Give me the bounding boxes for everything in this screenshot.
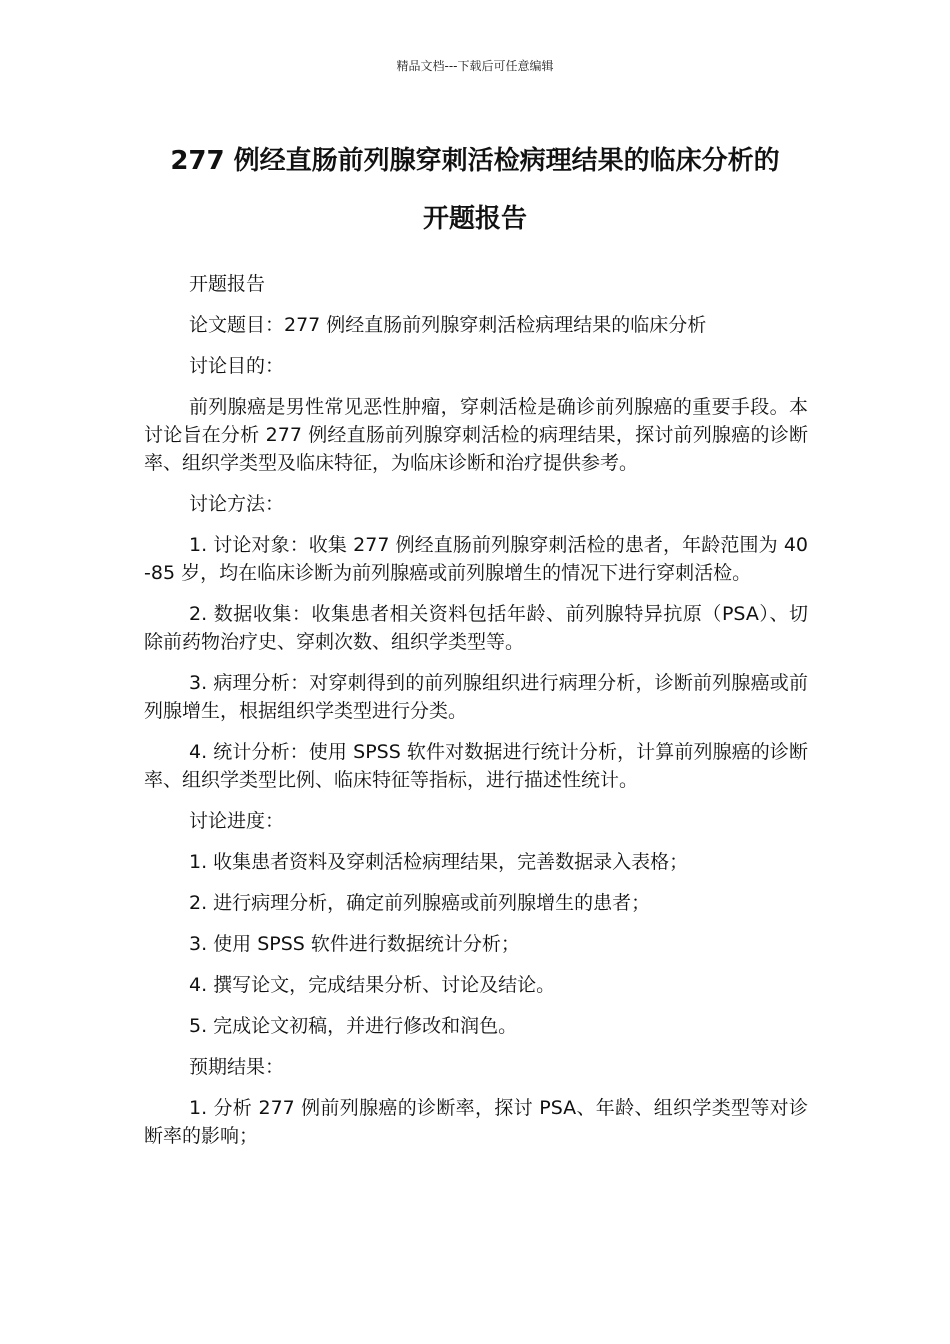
title-line-2: 开题报告 (422, 204, 527, 234)
paragraph-purpose: 前列腺癌是男性常见恶性肿瘤，穿刺活检是确诊前列腺癌的重要手段。本讨论旨在分析 277 例经直肠前列腺穿刺活检的病理结果，探讨前列腺癌的诊断率、组织学类型及临床特征，为临床诊断和治疗提供参考。 (144, 396, 808, 474)
paragraph-progress-4: 4. 撰写论文，完成结果分析、讨论及结论。 (189, 974, 556, 996)
paragraph-progress-3: 3. 使用 SPSS 软件进行数据统计分析； (189, 933, 520, 955)
heading-expected-results: 预期结果： (189, 1056, 285, 1078)
paragraph-progress-1: 1. 收集患者资料及穿刺活检病理结果，完善数据录入表格； (189, 851, 689, 873)
paragraph-method-2: 2. 数据收集：收集患者相关资料包括年龄、前列腺特异抗原（PSA）、切除前药物治疗史、穿刺次数、组织学类型等。 (144, 603, 808, 653)
paragraph-method-3: 3. 病理分析：对穿刺得到的前列腺组织进行病理分析，诊断前列腺癌或前列腺增生，根据组织学类型进行分类。 (144, 672, 808, 722)
document-title (140, 132, 810, 248)
heading-research-purpose: 讨论目的： (189, 355, 285, 377)
paragraph-method-4: 4. 统计分析：使用 SPSS 软件对数据进行统计分析，计算前列腺癌的诊断率、组织学类型比例、临床特征等指标，进行描述性统计。 (144, 741, 808, 791)
paragraph-expected-1: 1. 分析 277 例前列腺癌的诊断率，探讨 PSA、年龄、组织学类型等对诊断率的影响； (144, 1097, 808, 1147)
paragraph-progress-2: 2. 进行病理分析，确定前列腺癌或前列腺增生的患者； (189, 892, 651, 914)
heading-research-method: 讨论方法： (189, 493, 285, 515)
document-body (144, 270, 808, 1163)
header-note: 精品文档---下载后可任意编辑 (396, 59, 554, 73)
paragraph-method-1: 1. 讨论对象：收集 277 例经直肠前列腺穿刺活检的患者，年龄范围为 40-85 岁，均在临床诊断为前列腺癌或前列腺增生的情况下进行穿刺活检。 (144, 534, 808, 584)
paragraph-progress-5: 5. 完成论文初稿，并进行修改和润色。 (189, 1015, 518, 1037)
title-line-1: 277 例经直肠前列腺穿刺活检病理结果的临床分析的 (170, 146, 780, 176)
paragraph-thesis-title: 论文题目：277 例经直肠前列腺穿刺活检病理结果的临床分析 (189, 314, 707, 336)
paragraph-section-label: 开题报告 (189, 273, 266, 295)
heading-research-progress: 讨论进度： (189, 810, 285, 832)
